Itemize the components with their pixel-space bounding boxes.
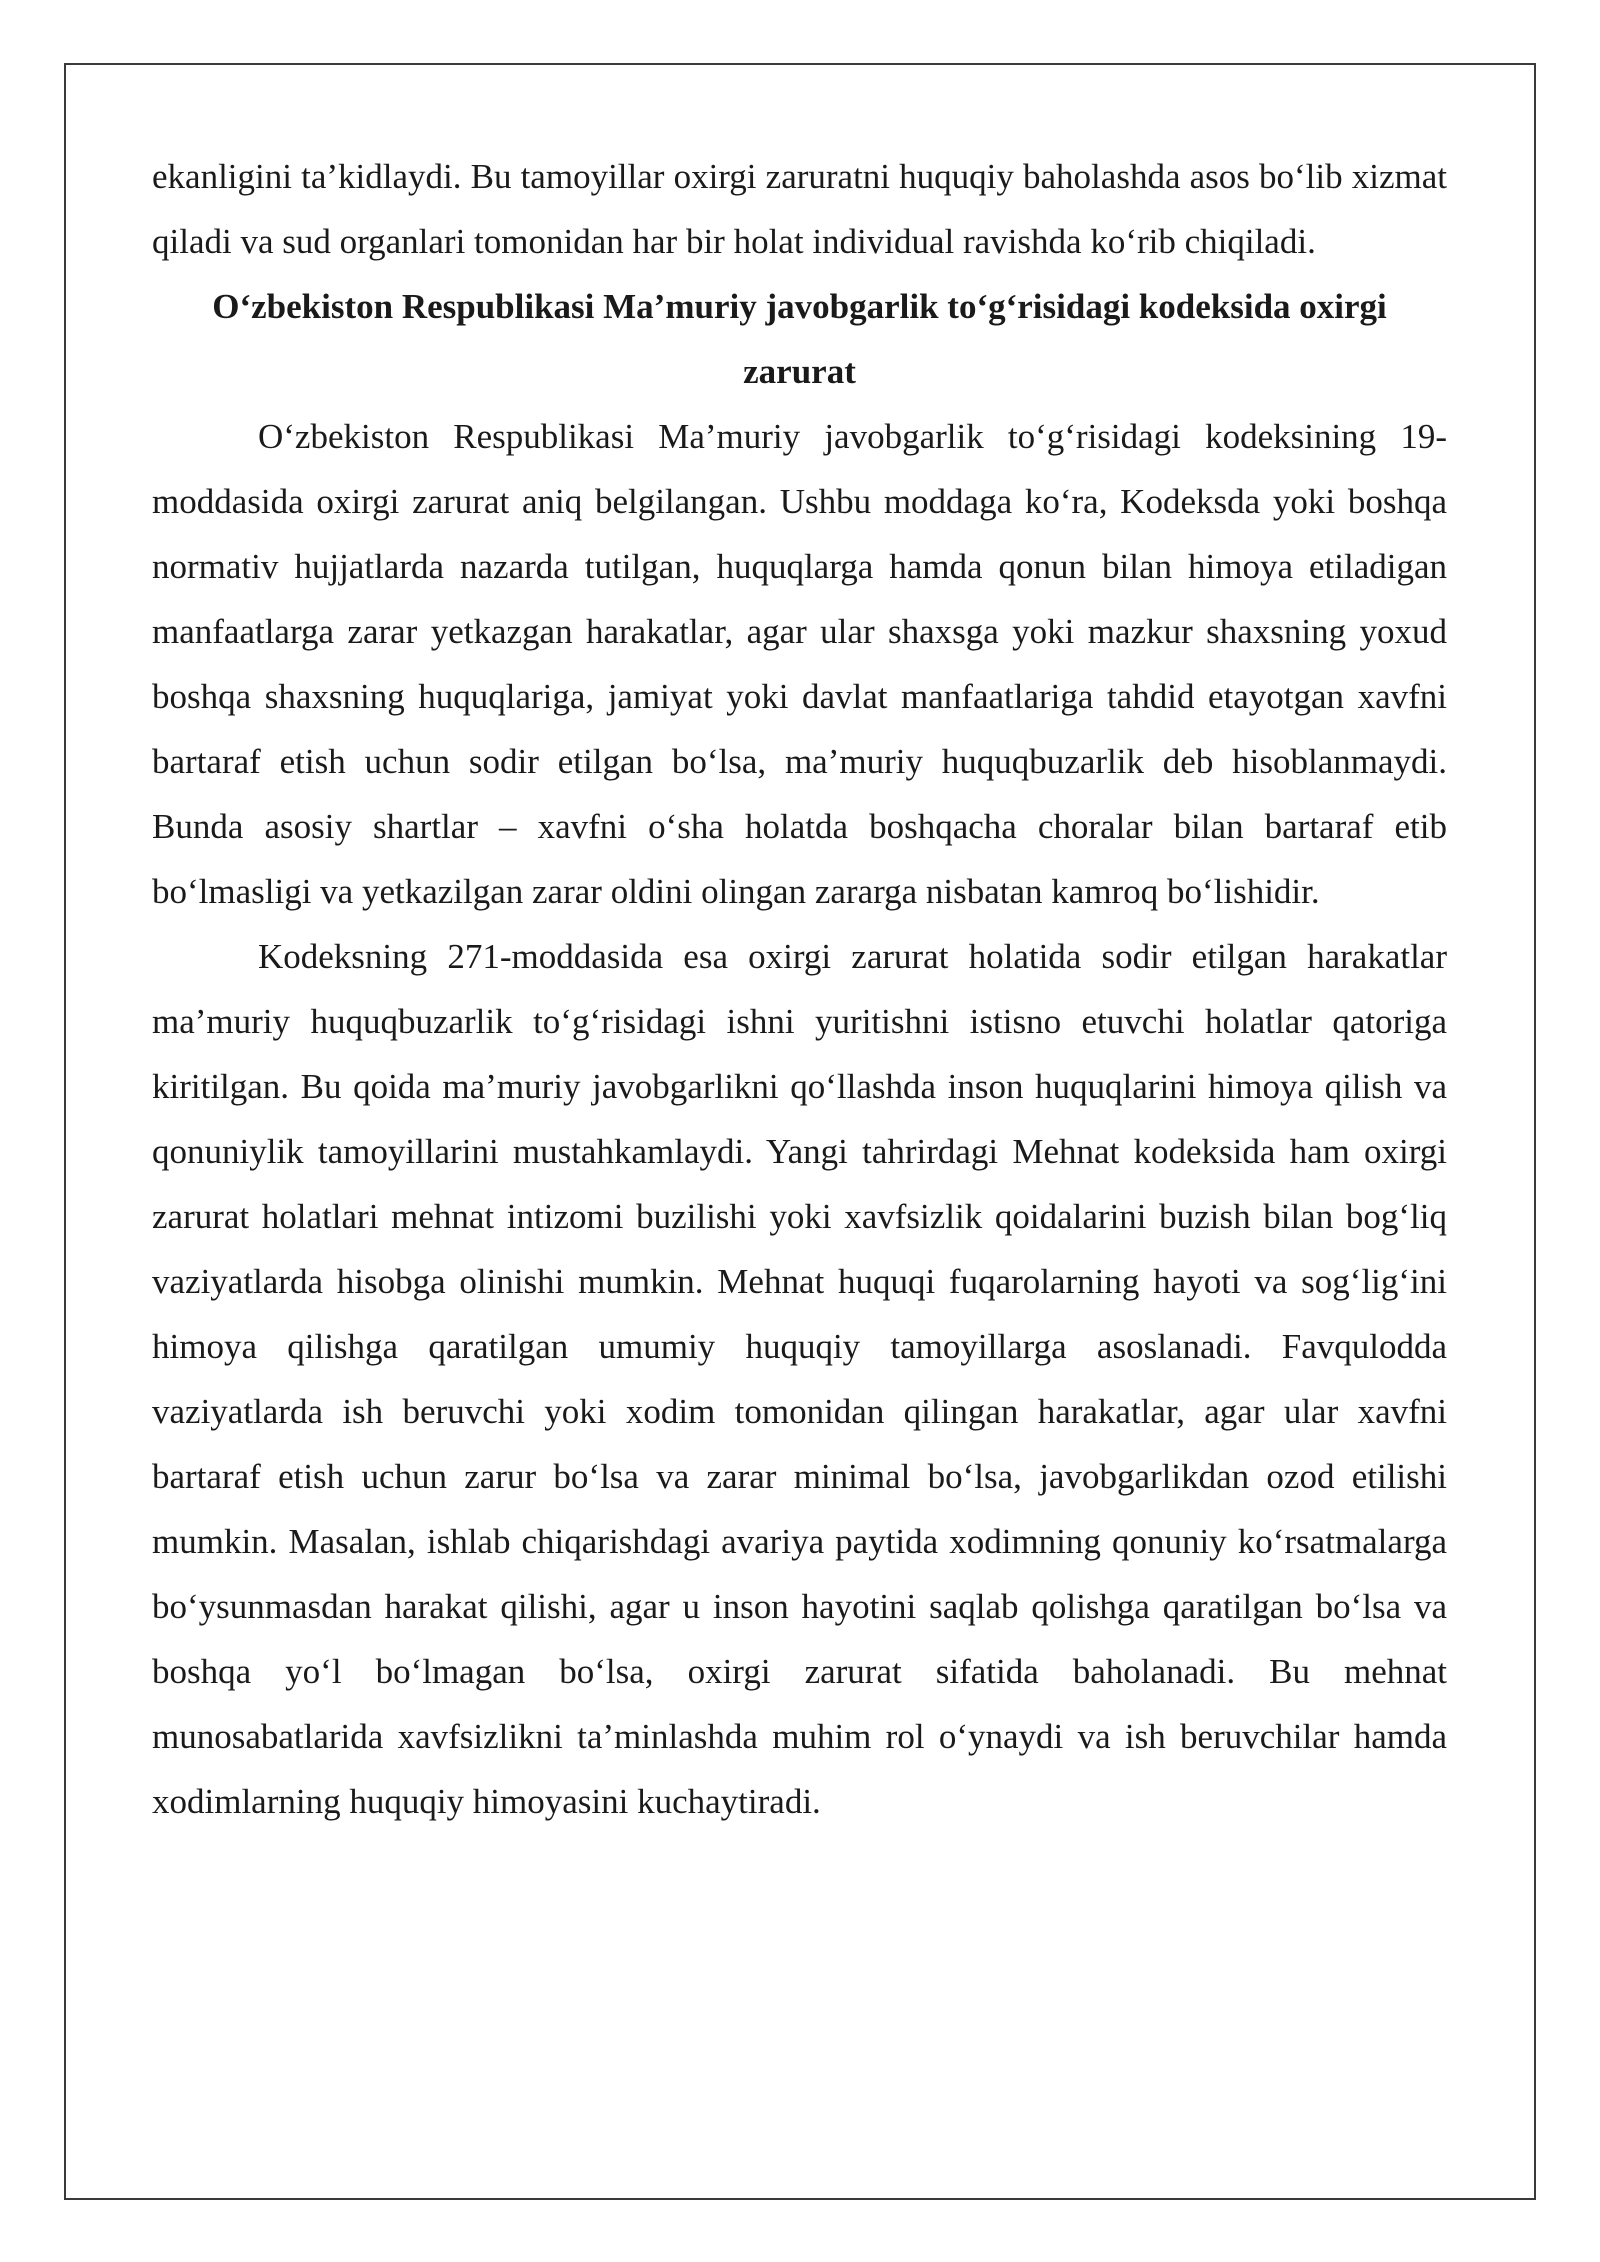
paragraph-article-19: O‘zbekiston Respublikasi Ma’muriy javobgarlik to‘g‘risidagi kodeksining 19-moddasida oxirgi zarurat aniq belgilangan. Ushbu moddaga ko‘ra, Kodeksda yoki boshqa normativ hujjatlarda nazarda tutilgan, huquqlarga hamda qonun bilan himoya etiladigan manfaatlarga zarar yetkazgan harakatlar, agar ular shaxsga yoki mazkur shaxsning yoxud boshqa shaxsning huquqlariga, jamiyat yoki davlat manfaatlariga tahdid etayotgan xavfni bartaraf etish uchun sodir etilgan bo‘lsa, ma’muriy huquqbuzarlik deb hisoblanmaydi. Bunda asosiy shartlar – xavfni o‘sha holatda boshqacha choralar bilan bartaraf etib bo‘lmasligi va yetkazilgan zarar oldini olingan zararga nisbatan kamroq bo‘lishidir. xyxy=(152,417,1447,911)
continued-paragraph: ekanligini ta’kidlaydi. Bu tamoyillar oxirgi zaruratni huquqiy baholashda asos bo‘lib xizmat qiladi va sud organlari tomonidan har bir holat individual ravishda ko‘rib chiqiladi. xyxy=(152,157,1447,261)
section-heading: O‘zbekiston Respublikasi Ma’muriy javobgarlik to‘g‘risidagi kodeksida oxirgi zarurat xyxy=(212,287,1387,391)
document-body xyxy=(152,144,1447,1834)
paragraph-article-271: Kodeksning 271-moddasida esa oxirgi zarurat holatida sodir etilgan harakatlar ma’muriy huquqbuzarlik to‘g‘risidagi ishni yuritishni istisno etuvchi holatlar qatoriga kiritilgan. Bu qoida ma’muriy javobgarlikni qo‘llashda inson huquqlarini himoya qilish va qonuniylik tamoyillarini mustahkamlaydi. Yangi tahrirdagi Mehnat kodeksida ham oxirgi zarurat holatlari mehnat intizomi buzilishi yoki xavfsizlik qoidalarini buzish bilan bog‘liq vaziyatlarda hisobga olinishi mumkin. Mehnat huquqi fuqarolarning hayoti va sog‘lig‘ini himoya qilishga qaratilgan umumiy huquqiy tamoyillarga asoslanadi. Favqulodda vaziyatlarda ish beruvchi yoki xodim tomonidan qilingan harakatlar, agar ular xavfni bartaraf etish uchun zarur bo‘lsa va zarar minimal bo‘lsa, javobgarlikdan ozod etilishi mumkin. Masalan, ishlab chiqarishdagi avariya paytida xodimning qonuniy ko‘rsatmalarga bo‘ysunmasdan harakat qilishi, agar u inson hayotini saqlab qolishga qaratilgan bo‘lsa va boshqa yo‘l bo‘lmagan bo‘lsa, oxirgi zarurat sifatida baholanadi. Bu mehnat munosabatlarida xavfsizlikni ta’minlashda muhim rol o‘ynaydi va ish beruvchilar hamda xodimlarning huquqiy himoyasini kuchaytiradi. xyxy=(152,937,1447,1821)
